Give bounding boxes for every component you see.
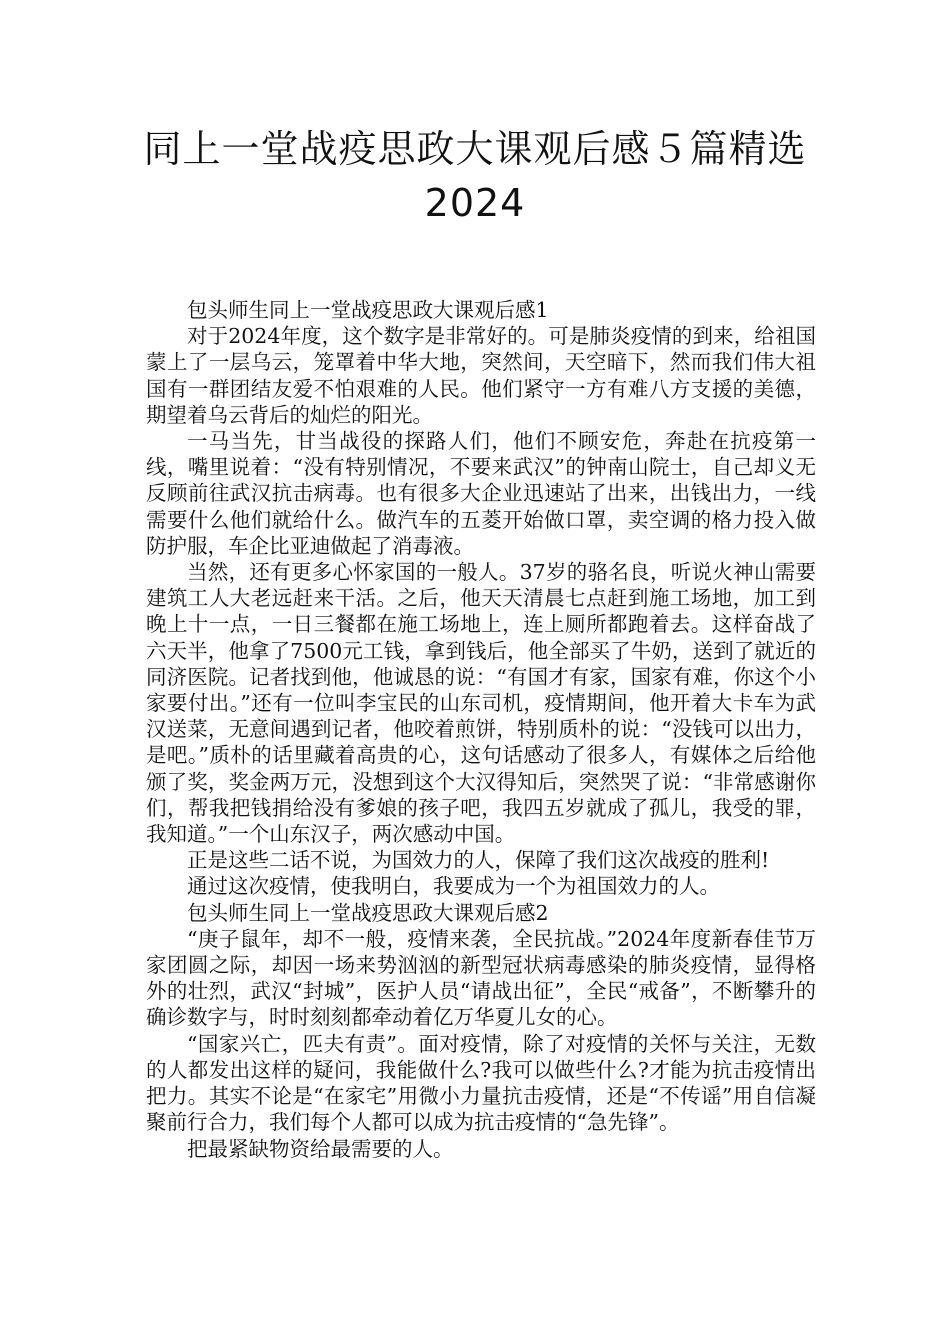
section-heading-2: 包头师生同上一堂战疫思政大课观后感2 — [187, 900, 549, 925]
body-paragraph: “庚子鼠年，却不一般，疫情来袭，全民抗战。”2024年度新春佳节万家团圆之际，却因一场来势汹汹的新型冠状病毒感染的肺炎疫情，显得格外的壮烈，武汉“封城”，医护人员“请战出征”，全民“戒备”，不断攀升的确诊数字与，时时刻刻都牵动着亿万华夏儿女的心。 — [146, 926, 816, 1030]
section-heading-1: 包头师生同上一堂战疫思政大课观后感1 — [187, 298, 549, 322]
body-paragraph: “国家兴亡，匹夫有责”。面对疫情，除了对疫情的关怀与关注，无数的人都发出这样的疑问，我能做什么?我可以做些什么?才能为抗击疫情出把力。其实不论是“在家宅”用微小力量抗击疫情，还是“不传谣”用自信凝聚前行合力，我们每个人都可以成为抗击疫情的“急先锋”。 — [146, 1031, 816, 1135]
body-paragraph: 把最紧缺物资给最需要的人。 — [187, 1136, 454, 1161]
body-paragraph: 对于2024年度，这个数字是非常好的。可是肺炎疫情的到来，给祖国蒙上了一层乌云，笼罩着中华大地，突然间，天空暗下，然而我们伟大祖国有一群团结友爱不怕艰难的人民。他们紧守一方有难八方支援的美德，期望着乌云背后的灿烂的阳光。 — [146, 324, 816, 427]
body-paragraph: 一马当先，甘当战役的探路人们，他们不顾安危，奔赴在抗疫第一线，嘴里说着：“没有特别情况，不要来武汉”的钟南山院士，自己却义无反顾前往武汉抗击病毒。也有很多大企业迅速站了出来，出钱出力，一线需要什么他们就给什么。做汽车的五菱开始做口罩，卖空调的格力投入做防护服，车企比亚迪做起了消毒液。 — [146, 429, 816, 558]
document-body — [146, 297, 816, 1162]
body-paragraph: 正是这些二话不说，为国效力的人，保障了我们这次战疫的胜利! — [187, 848, 770, 873]
body-paragraph: 当然，还有更多心怀家国的一般人。37岁的骆名良，听说火神山需要建筑工人大老远赶来干活。之后，他天天清晨七点赶到施工场地，加工到晚上十一点，一日三餐都在施工场地上，连上厕所都跑着去。这样奋战了六天半，他拿了7500元工钱，拿到钱后，他全部买了牛奶，送到了就近的同济医院。记者找到他，他诚恳的说：“有国才有家，国家有难，你这个小家要付出。”还有一位叫李宝民的山东司机，疫情期间，他开着大卡车为武汉送菜，无意间遇到记者，他咬着煎饼，特别质朴的说：“没钱可以出力，是吧。”质朴的话里藏着高贵的心，这句话感动了很多人，有媒体之后给他颁了奖，奖金两万元，没想到这个大汉得知后，突然哭了说：“非常感谢你们，帮我把钱捐给没有爹娘的孩子吧，我四五岁就成了孤儿，我受的罪，我知道。”一个山东汉子，两次感动中国。 — [146, 560, 816, 847]
document-title: 同上一堂战疫思政大课观后感５篇精选2024 — [143, 127, 807, 225]
body-paragraph: 通过这次疫情，使我明白，我要成为一个为祖国效力的人。 — [187, 874, 720, 899]
